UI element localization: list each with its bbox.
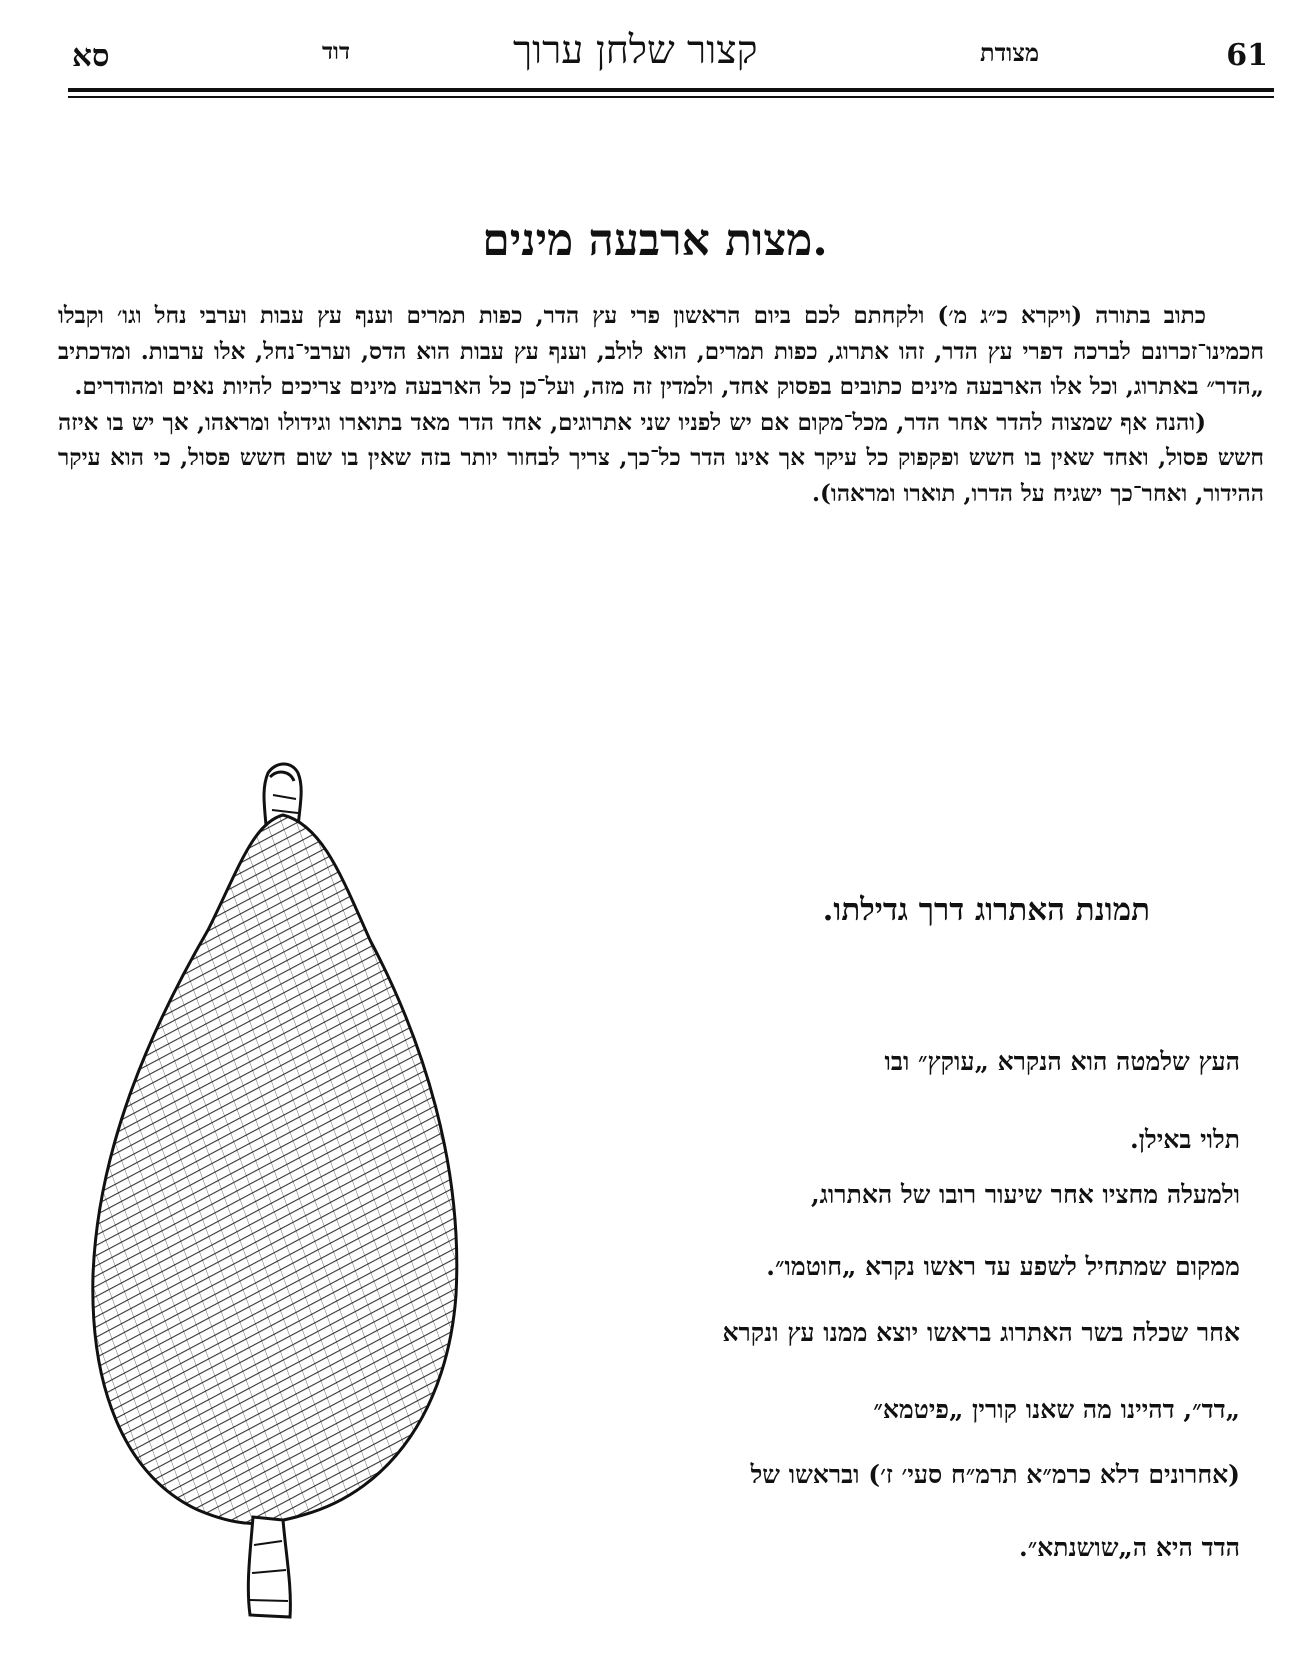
header-section-label: מצודת (980, 38, 1040, 67)
figure-caption: תמונת האתרוג דרך גדילתו. (822, 892, 1150, 928)
oketz-stem (248, 1517, 290, 1617)
intro-text (58, 298, 1264, 511)
etrog-fruit (78, 755, 473, 1645)
page-number: 61 (1226, 38, 1268, 73)
intro-paragraph: (והנה אף שמצוה להדר אחר הדר, מכל־מקום אם יש לפניו שני אתרוגים, אחד הדר מאד בתוארו וגידולו ומראהו, אך יש בו איזה חשש פסול, ואחד שאין בו חשש ופקפוק כל עיקר אך אינו הדר כל־כך, צריך לבחור יותר בזה שאין בו שום חשש פסול, כי הוא עיקר ההידור, ואחר־כך ישגיח על הדרו, תוארו ומראהו). (58, 408, 1264, 507)
figure-note-line: אחר שכלה בשר האתרוג בראשו יוצא ממנו עץ ונקרא (722, 1318, 1240, 1347)
figure-note-line: ולמעלה מחציו אחר שיעור רובו של האתרוג, (810, 1180, 1240, 1209)
header-rule-thin (68, 96, 1274, 98)
running-header (68, 18, 1274, 92)
figure-note-line: תלוי באילן. (1129, 1125, 1240, 1154)
figure-note-line: ממקום שמתחיל לשפע עד ראשו נקרא „חוטמו״. (766, 1252, 1240, 1281)
figure-note-line: הדד היא ה„שושנתא״. (1018, 1533, 1240, 1562)
etrog-illustration (78, 755, 473, 1645)
hebrew-folio-number: סא (72, 38, 110, 74)
header-rule-thick (68, 88, 1274, 92)
header-book-title: קצור שלחן ערוך (513, 28, 758, 73)
figure-note-line: (אחרונים דלא כרמ״א תרמ״ח סעי׳ ז׳) ובראשו של (750, 1460, 1240, 1489)
figure-note-line: העץ שלמטה הוא הנקרא „עוקץ״ ובו (884, 1047, 1240, 1076)
chapter-title: מצות ארבעה מינים. (482, 215, 828, 266)
header-author-label: דוד (322, 38, 351, 65)
intro-paragraph: כתוב בתורה (ויקרא כ״ג מ׳) ולקחתם לכם ביום הראשון פרי עץ הדר, כפות תמרים וענף עץ עבות וערבי נחל וגו׳ וקבלו חכמינו־זכרונם לברכה דפרי עץ הדר, זהו אתרוג, כפות תמרים, הוא לולב, וענף עץ עבות הוא הדס, וערבי־נחל, אלו ערבות. ומדכתיב „הדר״ באתרוג, וכל אלו הארבעה מינים כתובים בפסוק אחד, ולמדין זה מזה, ועל־כן כל הארבעה מינים צריכים להיות נאים ומהודרים. (58, 302, 1264, 400)
figure-note-line: „דד״, דהיינו מה שאנו קורין „פיטמא״ (873, 1395, 1240, 1424)
